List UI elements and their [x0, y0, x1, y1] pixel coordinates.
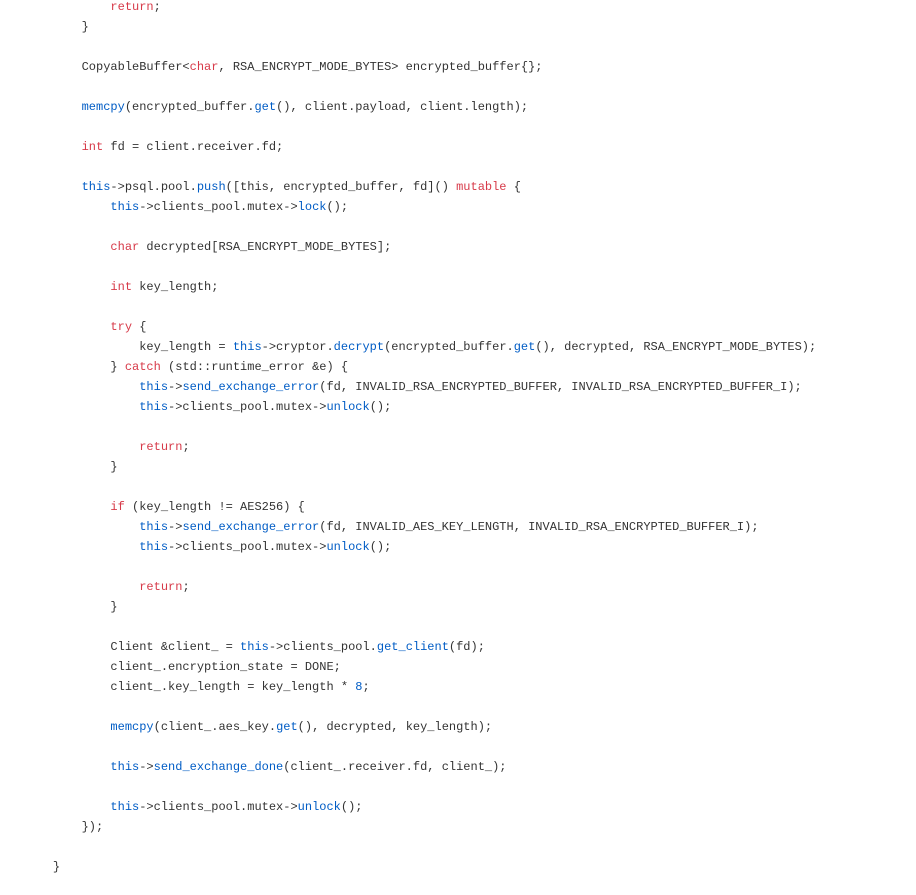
code-text: (), decrypted, key_length); [297, 720, 493, 734]
code-line [24, 517, 816, 537]
code-keyword: try [110, 320, 133, 334]
code-line [24, 677, 816, 697]
code-function: memcpy [110, 720, 154, 734]
code-function: send_exchange_error [182, 520, 320, 534]
code-function: unlock [297, 800, 341, 814]
code-function: decrypt [333, 340, 385, 354]
code-line [24, 777, 816, 797]
code-text: (fd, INVALID_RSA_ENCRYPTED_BUFFER, INVALID_RSA_ENCRYPTED_BUFFER_I); [319, 380, 802, 394]
code-text: (), decrypted, RSA_ENCRYPT_MODE_BYTES); [535, 340, 817, 354]
code-text: (encrypted_buffer. [124, 100, 255, 114]
code-keyword: catch [124, 360, 161, 374]
code-line [24, 617, 816, 637]
code-line [24, 257, 816, 277]
code-text: ->cryptor. [261, 340, 334, 354]
code-function: this [240, 640, 269, 654]
code-text: , RSA_ENCRYPT_MODE_BYTES> encrypted_buffer{}; [218, 60, 543, 74]
code-line [24, 857, 816, 877]
code-text: key_length; [132, 280, 219, 294]
code-line [24, 537, 816, 557]
code-line [24, 637, 816, 657]
code-text: } [52, 860, 61, 874]
code-line [24, 437, 816, 457]
code-function: this [139, 540, 169, 554]
code-line [24, 137, 816, 157]
code-line [24, 597, 816, 617]
code-function: this [232, 340, 262, 354]
code-text: key_length = [139, 340, 233, 354]
code-line [24, 457, 816, 477]
code-function: get_client [376, 640, 449, 654]
code-line [24, 117, 816, 137]
code-text: (); [369, 400, 392, 414]
code-text: fd = client.receiver.fd; [103, 140, 284, 154]
code-text: Client &client_ = [110, 640, 241, 654]
code-line [24, 277, 816, 297]
code-line [24, 237, 816, 257]
code-text: ->clients_pool. [268, 640, 377, 654]
code-line [24, 37, 816, 57]
code-line [24, 737, 816, 757]
code-text: decrypted[RSA_ENCRYPT_MODE_BYTES]; [139, 240, 392, 254]
code-text: -> [139, 760, 154, 774]
code-text: (key_length != AES256) { [124, 500, 305, 514]
code-view [24, 0, 816, 877]
code-function: get [513, 340, 536, 354]
code-line [24, 797, 816, 817]
code-line [24, 0, 816, 17]
code-text: } [110, 460, 118, 474]
code-function: this [110, 800, 140, 814]
code-line [24, 657, 816, 677]
code-keyword: if [110, 500, 125, 514]
code-function: send_exchange_done [153, 760, 284, 774]
code-text: { [132, 320, 147, 334]
code-text: (std::runtime_error &e) { [160, 360, 349, 374]
code-text: } [110, 600, 118, 614]
code-line [24, 477, 816, 497]
code-function: this [139, 380, 169, 394]
code-text: { [506, 180, 521, 194]
code-keyword: char [110, 240, 140, 254]
code-line [24, 377, 816, 397]
code-text: ->clients_pool.mutex-> [168, 540, 327, 554]
code-line [24, 57, 816, 77]
code-line [24, 177, 816, 197]
code-function: this [139, 400, 169, 414]
code-text: ([this, encrypted_buffer, fd]() [225, 180, 457, 194]
code-line [24, 397, 816, 417]
code-text: ; [153, 0, 161, 14]
code-function: this [110, 760, 140, 774]
code-line [24, 297, 816, 317]
code-line [24, 317, 816, 337]
code-function: push [196, 180, 226, 194]
code-keyword: return [110, 0, 154, 14]
code-text: }); [81, 820, 104, 834]
code-line [24, 497, 816, 517]
code-line [24, 77, 816, 97]
code-text: } [110, 360, 125, 374]
code-text: CopyableBuffer< [81, 60, 190, 74]
code-text: ->clients_pool.mutex-> [139, 800, 298, 814]
code-line [24, 757, 816, 777]
code-line [24, 577, 816, 597]
code-text: } [81, 20, 89, 34]
code-keyword: return [139, 580, 183, 594]
code-line [24, 197, 816, 217]
code-text: (fd); [448, 640, 485, 654]
code-function: lock [297, 200, 327, 214]
code-text: client_.encryption_state = DONE; [110, 660, 341, 674]
code-function: this [81, 180, 111, 194]
code-line [24, 97, 816, 117]
code-text: ->clients_pool.mutex-> [139, 200, 298, 214]
code-function: this [110, 200, 140, 214]
code-text: ->psql.pool. [110, 180, 197, 194]
code-line [24, 357, 816, 377]
code-line [24, 557, 816, 577]
code-line [24, 717, 816, 737]
code-line [24, 417, 816, 437]
code-text: (), client.payload, client.length); [276, 100, 529, 114]
code-keyword: int [110, 280, 133, 294]
code-function: unlock [326, 400, 370, 414]
code-text: (); [369, 540, 392, 554]
code-text: client_.key_length = key_length * [110, 680, 356, 694]
code-line [24, 17, 816, 37]
code-function: unlock [326, 540, 370, 554]
code-text: -> [168, 520, 183, 534]
code-line [24, 817, 816, 837]
code-text: -> [168, 380, 183, 394]
code-text: (client_.aes_key. [153, 720, 277, 734]
code-line [24, 157, 816, 177]
code-keyword: return [139, 440, 183, 454]
code-line [24, 217, 816, 237]
code-text: (); [340, 800, 363, 814]
code-keyword: char [189, 60, 219, 74]
code-number: 8 [355, 680, 363, 694]
code-function: get [254, 100, 277, 114]
code-text: (); [326, 200, 349, 214]
code-text: (encrypted_buffer. [384, 340, 514, 354]
code-line [24, 697, 816, 717]
code-line [24, 837, 816, 857]
code-text: ; [182, 440, 190, 454]
code-function: this [139, 520, 169, 534]
code-text: ; [182, 580, 190, 594]
code-text: ->clients_pool.mutex-> [168, 400, 327, 414]
code-line [24, 337, 816, 357]
code-function: memcpy [81, 100, 125, 114]
code-text: ; [362, 680, 370, 694]
code-text: (fd, INVALID_AES_KEY_LENGTH, INVALID_RSA_ENCRYPTED_BUFFER_I); [319, 520, 759, 534]
code-function: send_exchange_error [182, 380, 320, 394]
code-function: get [276, 720, 298, 734]
code-text: (client_.receiver.fd, client_); [283, 760, 507, 774]
code-keyword: mutable [456, 180, 507, 194]
code-keyword: int [81, 140, 104, 154]
